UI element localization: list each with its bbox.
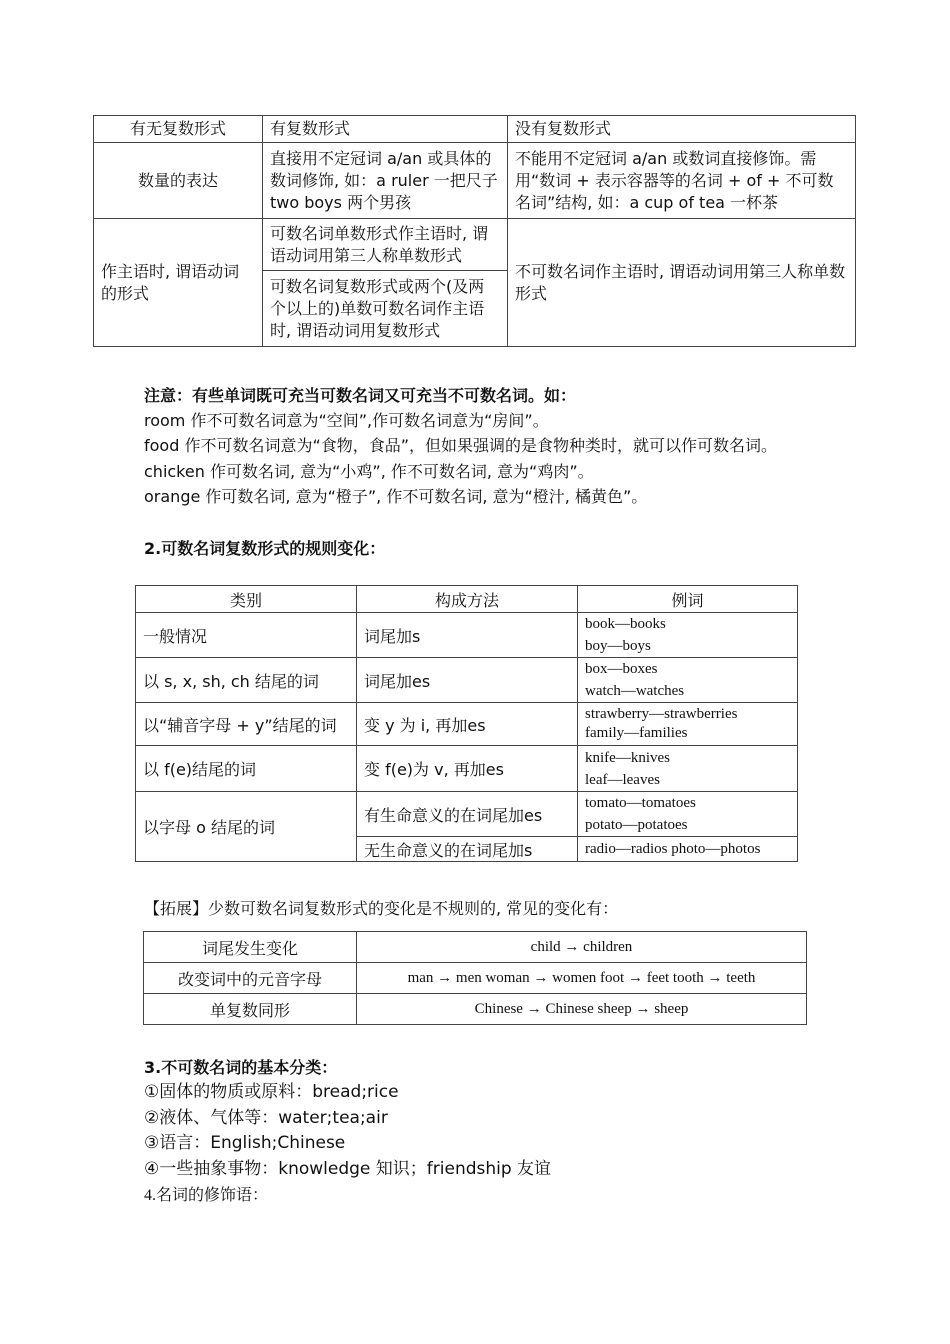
type-cell: 改变词中的元音字母 — [144, 963, 357, 994]
list-item: ③语言：English;Chinese — [144, 1133, 346, 1153]
countable-comparison-table — [93, 115, 856, 347]
table-row — [144, 963, 807, 994]
table-cell: 不可数名词作主语时, 谓语动词用第三人称单数形式 — [508, 219, 856, 347]
example-word: boy—boys — [585, 638, 651, 654]
type-cell: 单复数同形 — [144, 994, 357, 1025]
table-row — [136, 703, 798, 746]
example-word: watch—watches — [585, 683, 685, 699]
irregular-plurals-table — [143, 931, 807, 1025]
table-row — [136, 613, 798, 658]
example-word: family—families — [585, 725, 688, 741]
category-cell: 以 s, x, sh, ch 结尾的词 — [136, 658, 357, 703]
category-cell: 以“辅音字母 + y”结尾的词 — [136, 703, 357, 746]
example-word: leaf—leaves — [585, 771, 660, 788]
method-cell: 词尾加s — [357, 613, 578, 658]
table-cell: 可数名词复数形式或两个(及两个以上的)单数可数名词作主语时, 谓语动词用复数形式 — [263, 271, 508, 347]
method-cell: 无生命意义的在词尾加s — [357, 837, 578, 862]
table-cell: 直接用不定冠词 a/an 或具体的数词修饰, 如：a ruler 一把尺子 two boys 两个男孩 — [263, 143, 508, 219]
example-word: tomato—tomatoes — [585, 795, 696, 811]
method-cell: 变 f(e)为 v, 再加es — [357, 746, 578, 792]
table-row — [144, 932, 807, 963]
extension-heading: 【拓展】少数可数名词复数形式的变化是不规则的, 常见的变化有： — [144, 899, 619, 918]
note-line: food 作不可数名词意为“食物，食品”，但如果强调的是食物种类时，就可以作可数名词。 — [144, 436, 778, 455]
section-heading: 4.名词的修饰语： — [144, 1187, 269, 1204]
table-row — [136, 658, 798, 703]
note-title: 注意：有些单词既可充当可数名词又可充当不可数名词。如： — [144, 386, 577, 405]
examples-cell — [578, 792, 798, 837]
example-word: knife—knives — [585, 749, 670, 766]
table-row — [94, 143, 856, 219]
example-word: box—boxes — [585, 661, 658, 677]
table-row — [94, 116, 856, 143]
table-row — [144, 994, 807, 1025]
method-cell: 词尾加es — [357, 658, 578, 703]
category-cell: 以 f(e)结尾的词 — [136, 746, 357, 792]
table-row — [136, 586, 798, 613]
plural-rules-table — [135, 585, 798, 862]
table-cell: 不能用不定冠词 a/an 或数词直接修饰。需用“数词 + 表示容器等的名词 + of + 不可数名词”结构, 如：a cup of tea 一杯茶 — [508, 143, 856, 219]
examples-cell: radio—radios photo—photos — [578, 837, 798, 862]
note-line: chicken 作可数名词, 意为“小鸡”, 作不可数名词, 意为“鸡肉”。 — [144, 462, 594, 481]
examples-cell — [578, 703, 798, 746]
table-header-cell: 有无复数形式 — [94, 116, 263, 143]
examples-cell — [578, 658, 798, 703]
table-header-cell: 没有复数形式 — [508, 116, 856, 143]
table-header-cell: 类别 — [136, 586, 357, 613]
examples-cell — [578, 613, 798, 658]
note-line: orange 作可数名词, 意为“橙子”, 作不可数名词, 意为“橙汁, 橘黄色”。 — [144, 487, 648, 506]
row-label: 作主语时, 谓语动词的形式 — [94, 219, 263, 347]
note-line: room 作不可数名词意为“空间”,作可数名词意为“房间”。 — [144, 411, 549, 430]
table-header-cell: 例词 — [578, 586, 798, 613]
examples-cell — [578, 746, 798, 792]
table-header-cell: 构成方法 — [357, 586, 578, 613]
section-heading: 3.不可数名词的基本分类： — [144, 1058, 338, 1077]
example-word: strawberry—strawberries — [585, 706, 738, 722]
list-item: ①固体的物质或原料：bread;rice — [144, 1082, 399, 1102]
table-header-cell: 有复数形式 — [263, 116, 508, 143]
table-row — [136, 746, 798, 792]
example-word: potato—potatoes — [585, 817, 688, 833]
category-cell: 以字母 o 结尾的词 — [136, 792, 357, 862]
examples-cell: Chinese → Chinese sheep → sheep — [357, 994, 807, 1025]
type-cell: 词尾发生变化 — [144, 932, 357, 963]
list-item: ②液体、气体等：water;tea;air — [144, 1108, 388, 1128]
examples-cell: child → children — [357, 932, 807, 963]
example-word: book—books — [585, 616, 666, 632]
list-item: ④一些抽象事物：knowledge 知识；friendship 友谊 — [144, 1159, 552, 1179]
category-cell: 一般情况 — [136, 613, 357, 658]
row-label: 数量的表达 — [94, 143, 263, 219]
table-row — [94, 219, 856, 271]
section-heading: 2.可数名词复数形式的规则变化： — [144, 539, 386, 558]
method-cell: 有生命意义的在词尾加es — [357, 792, 578, 837]
table-cell: 可数名词单数形式作主语时, 谓语动词用第三人称单数形式 — [263, 219, 508, 271]
method-cell: 变 y 为 i, 再加es — [357, 703, 578, 746]
examples-cell: man → men woman → women foot → feet tooth → teeth — [357, 963, 807, 994]
table-row — [136, 792, 798, 837]
